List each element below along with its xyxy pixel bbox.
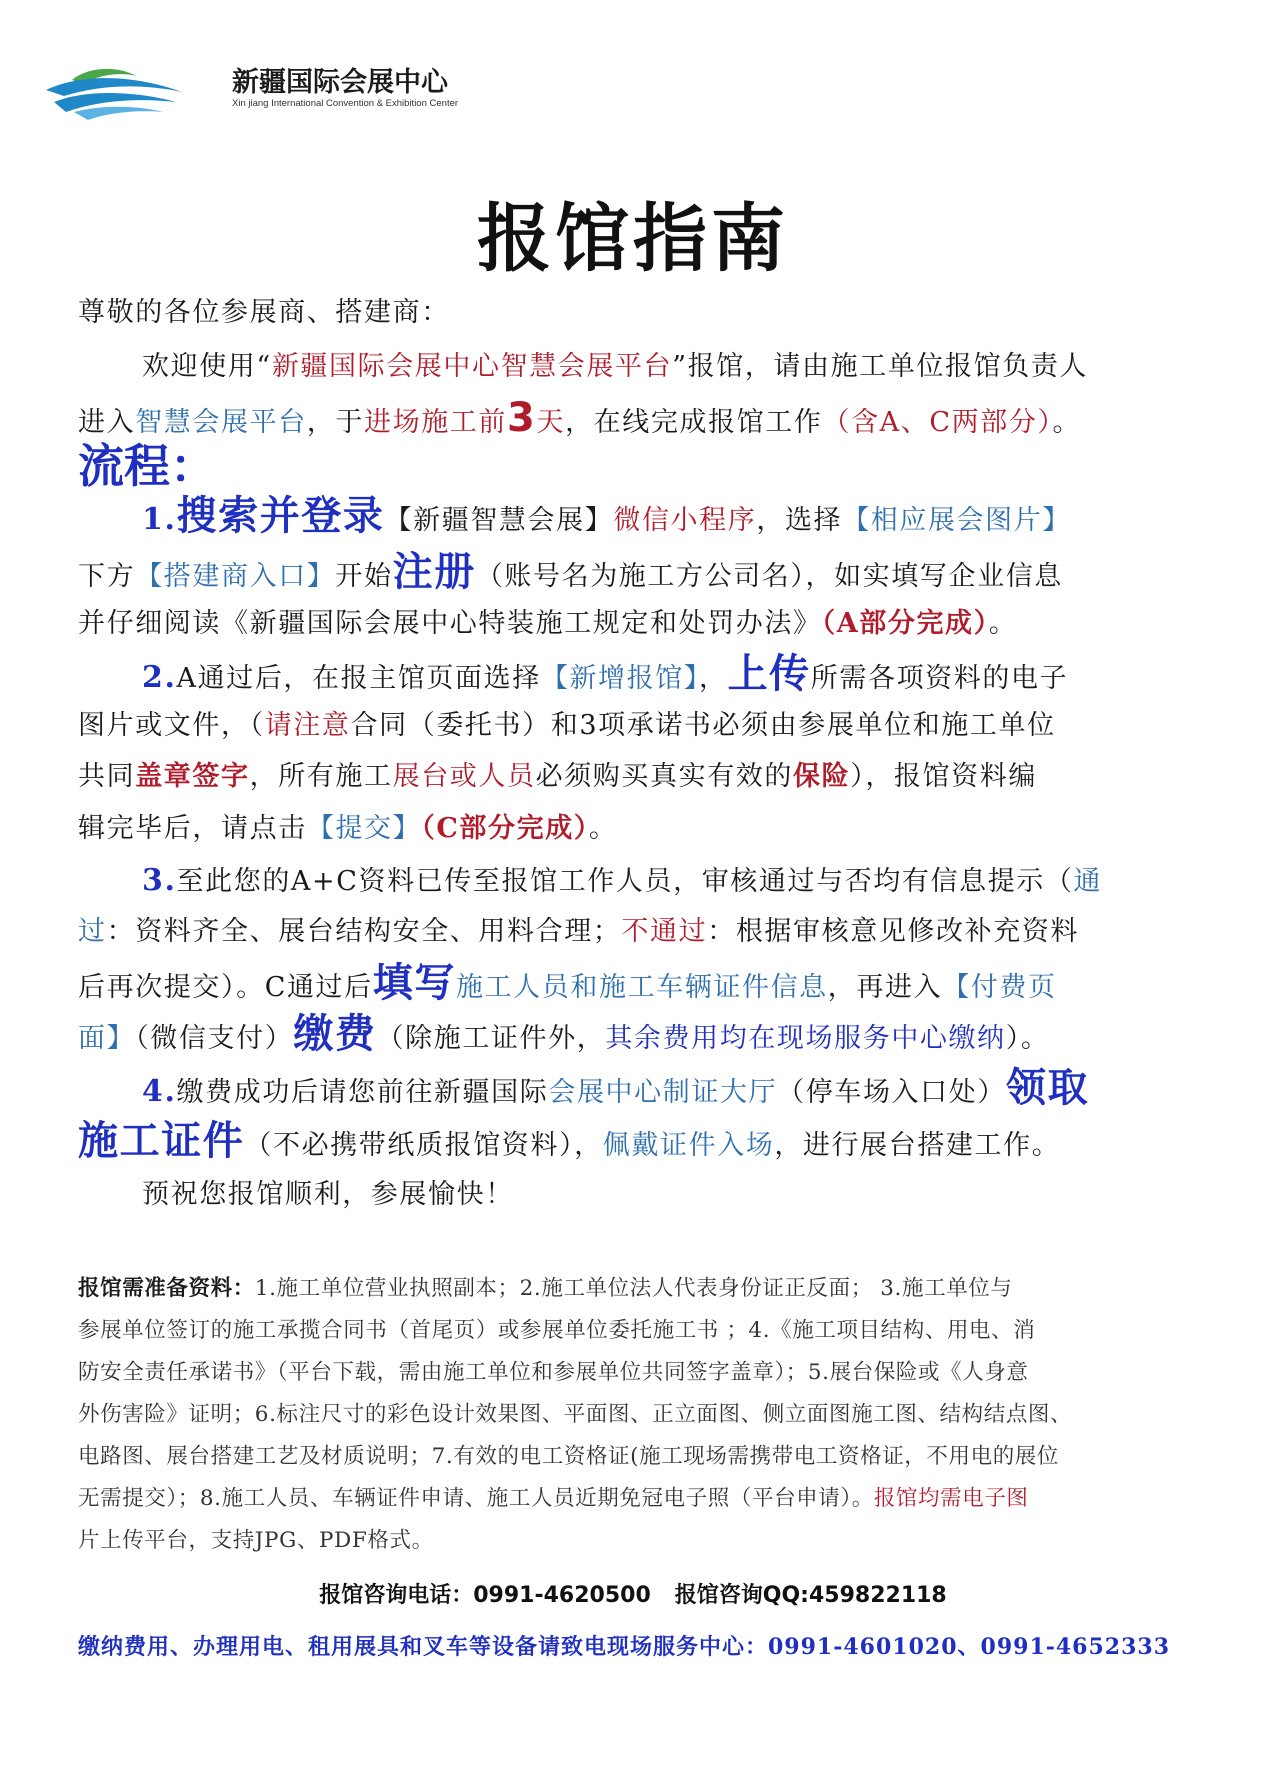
step3-line-3 (78, 957, 1198, 1014)
keyword: 缴费 (293, 1011, 377, 1057)
org-name-en: Xin jiang International Convention & Exhibition Center (232, 98, 459, 109)
prep-line-4: 外伤害险》证明；6.标注尺寸的彩色设计效果图、平面图、正立面图、侧立面图施工图、结构结点图、 (78, 1402, 1073, 1427)
text: 并仔细阅读《新疆国际会展中心特装施工规定和处罚办法》 (78, 608, 822, 639)
text: ），报馆资料编 (850, 761, 1037, 792)
intro-line-1 (142, 340, 1198, 393)
keyword: 搜索并登录 (176, 493, 385, 539)
link-text: 【相应展会图片】 (842, 505, 1071, 536)
keyword: 上传 (727, 651, 811, 697)
step1-line-3 (78, 597, 1198, 650)
prep-line-3: 防安全责任承诺书》（平台下载，需由施工单位和参展单位共同签字盖章）；5.展台保险或《人身意 (78, 1360, 1029, 1385)
highlight: 展台或人员 (392, 761, 536, 792)
highlight: 其余费用均在现场服务中心缴纳 (605, 1023, 1006, 1054)
text: 。 (988, 608, 1018, 639)
step3-line-2 (78, 905, 1198, 958)
text: ，进行展台搭建工作。 (774, 1130, 1061, 1161)
mini-program: 微信小程序 (613, 505, 757, 536)
pass-text: 通 (1073, 866, 1103, 897)
link-text: 【付费页 (942, 972, 1057, 1003)
contact-info (0, 1578, 1266, 1609)
prep-line-6 (78, 1478, 1198, 1520)
prep-heading: 报馆需准备资料： (78, 1276, 255, 1301)
text: 开始 (335, 561, 393, 592)
text: ”报馆，请由施工单位报馆负责人 (672, 351, 1089, 382)
step1-line-1 (142, 490, 1198, 547)
text: 图片或文件，（ (78, 710, 265, 741)
keyword: 填写 (372, 960, 456, 1006)
text: ，于 (306, 407, 365, 438)
deadline-text: 进场施工前 (364, 407, 508, 438)
text: ）。 (1005, 1023, 1050, 1054)
prep-line-7: 片上传平台，支持JPG、PDF格式。 (78, 1528, 434, 1553)
prep-line-1 (78, 1268, 1198, 1310)
highlight: 盖章签字 (135, 761, 250, 792)
keyword: 施工证件 (78, 1118, 245, 1164)
text: 至此您的A+C资料已传至报馆工作人员，审核通过与否均有信息提示（ (176, 866, 1074, 897)
notice: 请注意 (264, 710, 351, 741)
step4-line-1 (142, 1062, 1198, 1119)
text: ：资料齐全、展台结构安全、用料合理； (106, 916, 622, 947)
step-number: 4. (142, 1074, 177, 1109)
text: 下方 (78, 561, 136, 592)
highlight: 保险 (793, 761, 851, 792)
platform-name: 新疆国际会展中心智慧会展平台 (271, 351, 673, 382)
text: （账号名为施工方公司名），如实填写企业信息 (475, 561, 1063, 592)
keyword: 注册 (392, 549, 476, 595)
link-text: 【新增报馆】 (540, 663, 699, 694)
deadline-unit: 天 (536, 407, 566, 438)
step2-line-1 (142, 648, 1198, 705)
text: ，选择 (756, 505, 843, 536)
text: 必须购买真实有效的 (535, 761, 794, 792)
greeting: 尊敬的各位参展商、搭建商： (78, 297, 450, 328)
link-text: 面】 (78, 1023, 136, 1054)
text: 后再次提交）。C通过后 (78, 972, 373, 1003)
part-complete: （C部分完成） (421, 813, 589, 844)
text: 。 (1052, 407, 1082, 438)
service-center-info: 缴纳费用、办理用电、租用展具和叉车等设备请致电现场服务中心：0991-4601020、0991-4652333 (78, 1634, 1171, 1660)
step1-line-2 (78, 546, 1198, 603)
text: ， (698, 663, 728, 694)
platform-link: 智慧会展平台 (135, 407, 307, 438)
text: （微信支付） (135, 1023, 294, 1054)
text: 缴费成功后请您前往新疆国际 (176, 1077, 549, 1108)
app-name: 【新疆智慧会展】 (384, 505, 614, 536)
keyword: 领取 (1005, 1065, 1090, 1111)
text: （不必携带纸质报馆资料）， (244, 1130, 603, 1161)
pass-text: 过 (78, 916, 107, 947)
text: 共同 (78, 761, 136, 792)
step-number: 2. (142, 660, 177, 695)
text: 合同（委托书）和3项承诺书必须由参展单位和施工单位 (350, 710, 1056, 741)
text: 所需各项资料的电子 (810, 663, 1069, 694)
step3-line-4 (78, 1008, 1198, 1065)
step3-line-1 (142, 854, 1198, 908)
text: 进入 (78, 407, 136, 438)
fail-text: 不通过 (621, 916, 708, 947)
text: 辑完毕后，请点击 (78, 813, 307, 844)
flow-heading: 流程： (78, 439, 216, 493)
text: ，所有施工 (249, 761, 393, 792)
prep-line-2: 参展单位签订的施工承揽合同书（首尾页）或参展单位委托施工书 ；4.《施工项目结构、用电、消 (78, 1318, 1036, 1343)
text: （停车场入口处） (777, 1077, 1006, 1108)
text: ：根据审核意见修改补充资料 (707, 916, 1080, 947)
link-text: 【提交】 (306, 813, 422, 844)
text: A通过后，在报主馆页面选择 (176, 663, 541, 694)
step2-line-3 (78, 750, 1198, 803)
contact-phone: 报馆咨询电话：0991-4620500 (319, 1583, 651, 1608)
text: （除施工证件外， (376, 1023, 606, 1054)
step2-line-2 (78, 699, 1198, 752)
text: ，再进入 (827, 972, 943, 1003)
org-name-cn: 新疆国际会展中心 (232, 67, 448, 98)
link-text: 【搭建商入口】 (135, 561, 336, 592)
wave-logo-icon (44, 62, 184, 122)
text: 1.施工单位营业执照副本；2.施工单位法人代表身份证正反面； 3.施工单位与 (254, 1276, 1013, 1301)
link-text: 佩戴证件入场 (602, 1130, 775, 1161)
text: ，在线完成报馆工作 (565, 407, 823, 438)
contact-qq: 报馆咨询QQ:459822118 (674, 1583, 947, 1608)
part-complete: （A部分完成） (821, 608, 989, 639)
deadline-days: 3 (507, 395, 537, 441)
parts-note: （含A、C两部分） (822, 407, 1053, 438)
link-text: 施工人员和施工车辆证件信息 (455, 972, 828, 1003)
step-number: 1. (142, 502, 177, 537)
page-title: 报馆指南 (477, 196, 789, 282)
link-text: 会展中心制证大厅 (548, 1077, 778, 1108)
step2-line-4 (78, 802, 1198, 855)
text: 欢迎使用“ (142, 351, 272, 382)
header-logo (44, 54, 504, 124)
step4-line-2 (78, 1115, 1198, 1172)
step-number: 3. (142, 863, 177, 898)
text: 无需提交）；8.施工人员、车辆证件申请、施工人员近期免冠电子照（平台申请）。 (78, 1486, 874, 1511)
closing-line: 预祝您报馆顺利，参展愉快！ (142, 1179, 514, 1210)
upload-note: 报馆均需电子图 (873, 1486, 1029, 1511)
prep-line-5: 电路图、展台搭建工艺及材质说明；7.有效的电工资格证(施工现场需携带电工资格证，不用电的展位 (78, 1444, 1060, 1469)
text: 。 (588, 813, 618, 844)
intro-line-2 (78, 392, 1198, 449)
